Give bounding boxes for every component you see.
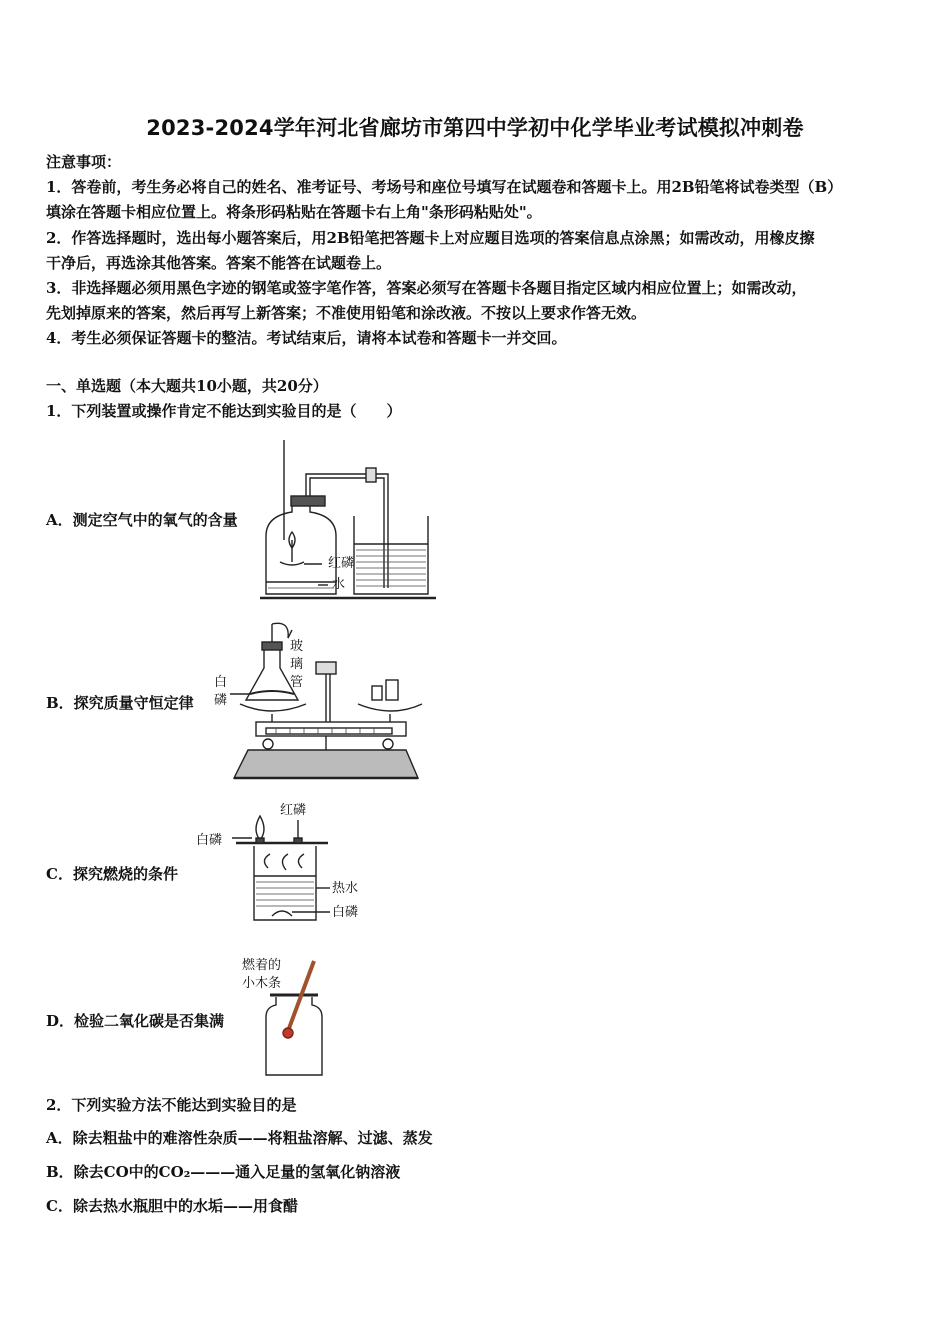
figure-a-oxygen-apparatus — [258, 440, 448, 605]
q1-option-d: D．检验二氧化碳是否集满 — [46, 1012, 225, 1030]
figure-a-label-red-phosphorus: 红磷 — [328, 556, 355, 571]
q2-option-b: B．除去CO中的CO₂———通入足量的氢氧化钠溶液 — [46, 1163, 401, 1181]
notes-line: 先划掉原来的答案，然后再写上新答案；不准使用铅笔和涂改液。不按以上要求作答无效。 — [46, 304, 647, 322]
q1-option-a: A．测定空气中的氧气的含量 — [46, 511, 238, 529]
notes-line: 干净后，再选涂其他答案。答案不能答在试题卷上。 — [46, 254, 392, 272]
notes-line: 4．考生必须保证答题卡的整洁。考试结束后，请将本试卷和答题卡一并交回。 — [46, 329, 567, 347]
notes-line: 3．非选择题必须用黑色字迹的钢笔或签字笔作答，答案必须写在答题卡各题目指定区域内相应位置上；如需改动， — [46, 279, 807, 297]
figure-d-label-line1: 燃着的 — [242, 958, 282, 973]
figure-c-label-white-phosphorus-bottom: 白磷 — [332, 905, 359, 920]
section-heading: 一、单选题（本大题共10小题，共20分） — [46, 377, 328, 395]
figure-c-combustion-apparatus — [196, 798, 376, 923]
figure-c-label-white-phosphorus-top: 白磷 — [196, 833, 223, 848]
q2-option-a: A．除去粗盐中的难溶性杂质——将粗盐溶解、过滤、蒸发 — [46, 1129, 433, 1147]
figure-c-label-red-phosphorus: 红磷 — [280, 803, 307, 818]
figure-b-label-glass-1: 玻 — [290, 639, 304, 654]
notes-line: 2．作答选择题时，选出每小题答案后，用2B铅笔把答题卡上对应题目选项的答案信息点涂黑；如需改动，用橡皮擦 — [46, 229, 815, 247]
figure-a-label-water: 水 — [332, 577, 346, 592]
figure-b-label-glass-2: 璃 — [290, 657, 304, 672]
figure-d-label-line2: 小木条 — [242, 976, 282, 991]
page-title: 2023-2024学年河北省廊坊市第四中学初中化学毕业考试模拟冲刺卷 — [146, 116, 804, 140]
figure-b-label-white-2: 磷 — [214, 693, 228, 708]
notes-line: 1．答卷前，考生务必将自己的姓名、准考证号、考场号和座位号填写在试题卷和答题卡上。用2B铅笔将试卷类型（B） — [46, 178, 843, 196]
question-1-stem: 1．下列装置或操作肯定不能达到实验目的是（ ） — [46, 402, 402, 420]
figure-d-gas-jar — [240, 955, 340, 1080]
q1-option-c: C．探究燃烧的条件 — [46, 865, 178, 883]
question-2-stem: 2．下列实验方法不能达到实验目的是 — [46, 1096, 297, 1114]
figure-b-label-white-1: 白 — [214, 675, 228, 690]
figure-b-balance-apparatus — [210, 618, 425, 783]
notes-line: 填涂在答题卡相应位置上。将条形码粘贴在答题卡右上角"条形码粘贴处"。 — [46, 203, 542, 221]
figure-b-label-glass-3: 管 — [290, 675, 304, 690]
notes-heading: 注意事项： — [46, 153, 122, 171]
q1-option-b: B．探究质量守恒定律 — [46, 694, 194, 712]
figure-c-label-hot-water: 热水 — [332, 881, 359, 896]
q2-option-c: C．除去热水瓶胆中的水垢——用食醋 — [46, 1197, 298, 1215]
